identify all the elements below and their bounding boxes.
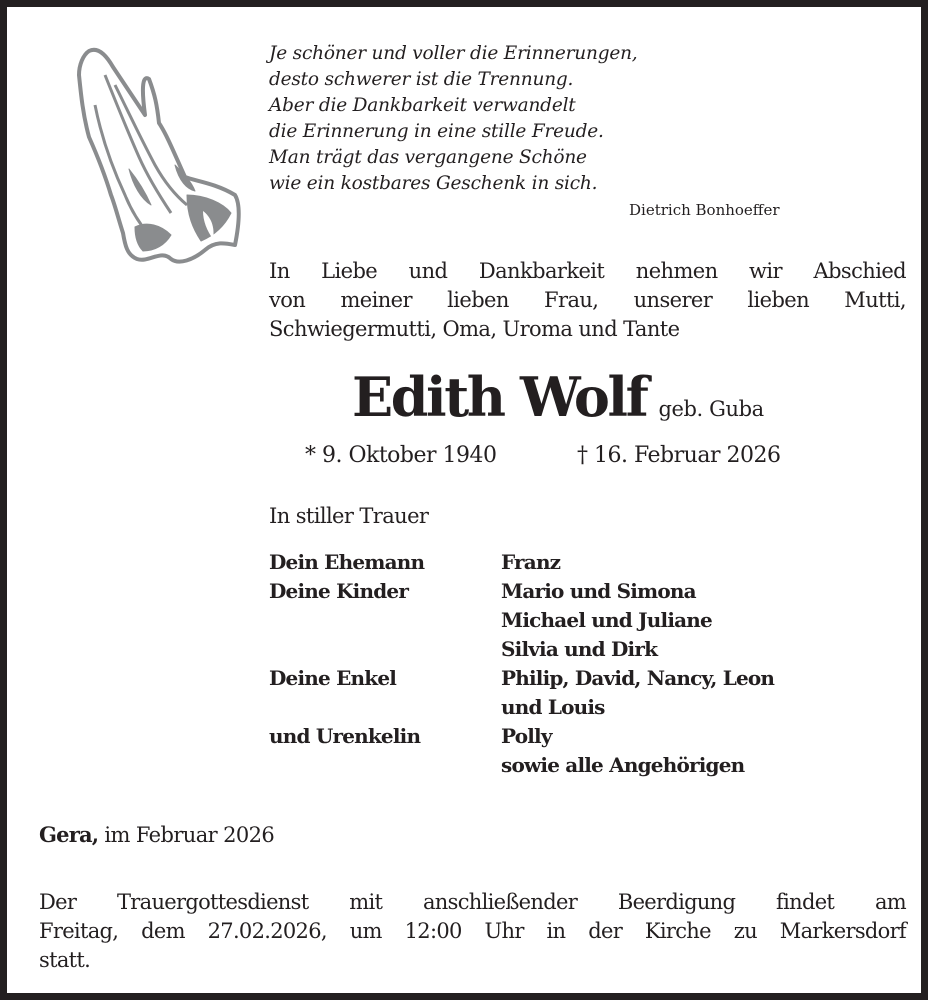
family-row xyxy=(269,548,774,577)
family-name: Philip, David, Nancy, Leon xyxy=(501,666,775,690)
quote-line: Je schöner und voller die Erinnerungen, xyxy=(269,43,638,64)
family-name: Silvia und Dirk xyxy=(501,637,658,661)
family-row xyxy=(269,664,774,722)
intro-text xyxy=(269,257,906,344)
quote-author: Dietrich Bonhoeffer xyxy=(629,201,780,219)
deceased-name: Edith Wolf xyxy=(352,365,647,429)
place-city: Gera, xyxy=(39,822,99,847)
intro-line: In Liebe und Dankbarkeit nehmen wir Abschied xyxy=(269,259,906,283)
intro-line: von meiner lieben Frau, unserer lieben Mutti, xyxy=(269,288,906,312)
family-name: Mario und Simona xyxy=(501,579,696,603)
family-relation: Deine Kinder xyxy=(269,579,409,603)
place-month: im Februar 2026 xyxy=(104,823,275,847)
mourning-label: In stiller Trauer xyxy=(269,504,429,528)
quote-line: wie ein kostbares Geschenk in sich. xyxy=(269,173,598,194)
service-line: Der Trauergottesdienst mit anschließender Beerdigung findet am xyxy=(39,890,906,914)
quote-line: desto schwerer ist die Trennung. xyxy=(269,69,574,90)
family-names xyxy=(501,664,774,722)
family-names xyxy=(501,722,744,780)
service-info xyxy=(39,888,906,975)
family-names xyxy=(501,548,560,577)
place-date xyxy=(39,822,274,847)
family-name: Michael und Juliane xyxy=(501,608,712,632)
deceased-name-block xyxy=(352,365,764,429)
service-line: statt. xyxy=(39,948,91,972)
praying-hands-icon xyxy=(75,45,243,267)
quote-block xyxy=(269,41,869,197)
death-date: † 16. Februar 2026 xyxy=(577,443,781,468)
family-row xyxy=(269,722,774,780)
family-name: und Louis xyxy=(501,695,605,719)
family-relation: Deine Enkel xyxy=(269,666,397,690)
quote-line: Man trägt das vergangene Schöne xyxy=(269,147,587,168)
family-list xyxy=(269,548,774,780)
family-name: sowie alle Angehörigen xyxy=(501,753,745,777)
family-names xyxy=(501,577,712,664)
family-row xyxy=(269,577,774,664)
family-relation: Dein Ehemann xyxy=(269,550,425,574)
intro-line: Schwiegermutti, Oma, Uroma und Tante xyxy=(269,317,680,341)
birth-date: * 9. Oktober 1940 xyxy=(305,443,497,468)
family-relation: und Urenkelin xyxy=(269,724,421,748)
quote-line: Aber die Dankbarkeit verwandelt xyxy=(269,95,576,116)
family-name: Polly xyxy=(501,724,552,748)
family-name: Franz xyxy=(501,550,561,574)
service-line: Freitag, dem 27.02.2026, um 12:00 Uhr in der Kirche zu Markersdorf xyxy=(39,919,906,943)
maiden-name: geb. Guba xyxy=(658,397,764,421)
quote-line: die Erinnerung in eine stille Freude. xyxy=(269,121,604,142)
